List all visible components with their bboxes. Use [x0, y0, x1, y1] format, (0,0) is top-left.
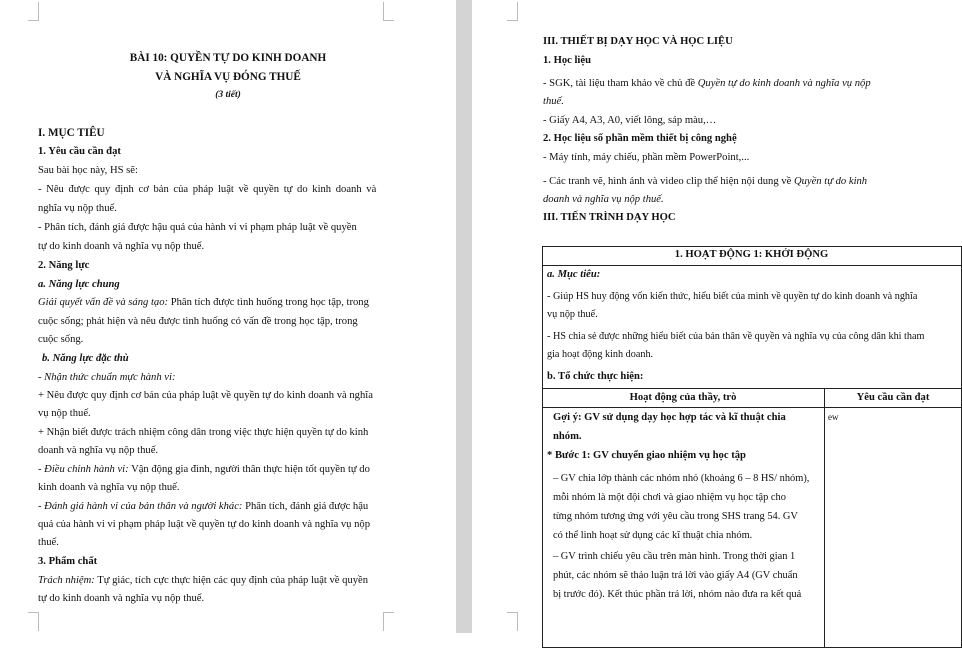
- text-line: [38, 574, 368, 588]
- italic-label: - Điều chỉnh hành vi:: [38, 464, 129, 475]
- text-run: - SGK, tài liệu tham khảo về chủ đề: [543, 78, 698, 89]
- text-line: - HS chia sẻ được những hiểu biết của bản thân về quyền và nghĩa vụ của công dân khi tham: [547, 331, 925, 342]
- page-gutter: [456, 0, 472, 633]
- text-line: - Nêu được quy định cơ bản của pháp luật về quyền tự do kinh doanh và: [38, 184, 377, 195]
- column-header-teacher: Hoạt động của thầy, trò: [629, 392, 737, 403]
- italic-run: Quyền tự do kinh: [793, 176, 868, 187]
- subsection-heading: 2. Năng lực: [38, 260, 90, 271]
- section-heading: I. MỤC TIÊU: [38, 127, 105, 139]
- table-column-divider: [824, 388, 825, 648]
- text-run: Phân tích được tình huống trong học tập, trong: [168, 297, 369, 308]
- document-page-1: [0, 0, 456, 633]
- lesson-title-line1: BÀI 10: QUYỀN TỰ DO KINH DOANH: [129, 52, 327, 64]
- text-line: nhóm.: [553, 431, 582, 442]
- text-line: thuế.: [543, 96, 564, 107]
- text-line: + Nhận biết được trách nhiệm công dân trong việc thực hiện quyền tự do kinh: [38, 427, 369, 438]
- text-line: nghĩa vụ nộp thuế.: [38, 203, 117, 214]
- crop-mark: [507, 612, 518, 631]
- table-label: a. Mục tiêu:: [547, 269, 601, 280]
- text-line: mỗi nhóm là một đội chơi và giao nhiệm vụ học tập cho: [553, 492, 786, 503]
- crop-mark: [383, 2, 394, 21]
- lesson-subtitle: (3 tiết): [215, 90, 241, 100]
- text-line: [543, 175, 867, 189]
- text-line: thuế.: [38, 537, 59, 548]
- text-line: – GV trình chiếu yêu cầu trên màn hình. Trong thời gian 1: [553, 551, 796, 562]
- text-line: - Giúp HS huy động vốn kiến thức, hiểu biết của mình về quyền tự do kinh doanh và nghĩa: [547, 291, 918, 302]
- subsection-heading: b. Năng lực đặc thù: [42, 353, 129, 364]
- text-line: vụ nộp thuế.: [38, 408, 91, 419]
- text-line: từng nhóm tương ứng với yêu cầu trong SHS trang 54. GV: [553, 511, 798, 522]
- italic-run: Quyền tự do kinh doanh và nghĩa vụ nộp: [697, 78, 871, 89]
- italic-label: Trách nhiệm:: [38, 575, 95, 586]
- column-header-requirement: Yêu cầu cần đạt: [856, 392, 930, 403]
- text-line: gia hoạt động kinh doanh.: [547, 349, 654, 360]
- text-line: Sau bài học này, HS sẽ:: [38, 165, 138, 176]
- text-line: cuộc sống.: [38, 334, 84, 345]
- text-line: + Nêu được quy định cơ bản của pháp luật về quyền tự do kinh doanh và nghĩa: [38, 390, 373, 401]
- text-line: bị trước đó). Kết thúc phần trả lời, nhóm nào đưa ra kết quả: [553, 589, 802, 600]
- table-header: 1. HOẠT ĐỘNG 1: KHỞI ĐỘNG: [674, 249, 829, 260]
- text-line: - Giấy A4, A3, A0, viết lông, sáp màu,…: [543, 115, 717, 126]
- text-line: - Phân tích, đánh giá được hậu quả của hành vi vi phạm pháp luật về quyền: [38, 222, 357, 233]
- subsection-heading: 1. Yêu cầu cần đạt: [38, 146, 121, 157]
- subsection-heading: a. Năng lực chung: [38, 279, 120, 290]
- text-line: tự do kinh doanh và nghĩa vụ nộp thuế.: [38, 241, 205, 252]
- text-line: doanh và nghĩa vụ nộp thuế.: [543, 194, 664, 205]
- text-line: doanh và nghĩa vụ nộp thuế.: [38, 445, 159, 456]
- text-line: [38, 296, 369, 310]
- text-line: phút, các nhóm sẽ thảo luận trả lời vào giấy A4 (GV chuẩn: [553, 570, 798, 581]
- text-line: [38, 463, 370, 477]
- crop-mark: [383, 612, 394, 631]
- subsection-heading: 3. Phẩm chất: [38, 556, 98, 567]
- subsection-heading: 2. Học liệu số phần mềm thiết bị công nghệ: [543, 133, 737, 144]
- table-rule: [542, 388, 961, 389]
- text-line: vụ nộp thuế.: [547, 309, 598, 320]
- italic-label: - Đánh giá hành vi của bản thân và người khác:: [38, 501, 243, 512]
- text-line: tự do kinh doanh và nghĩa vụ nộp thuế.: [38, 593, 205, 604]
- requirement-cell: ew: [828, 412, 839, 422]
- table-rule: [542, 265, 961, 266]
- text-line: - Nhận thức chuẩn mực hành vi:: [38, 372, 176, 383]
- text-line: cuộc sống; phát hiện và nêu được tình huống có vấn đề trong học tập, trong: [38, 316, 358, 327]
- crop-mark: [507, 2, 518, 21]
- text-run: Phân tích, đánh giá được hậu: [242, 501, 369, 512]
- section-heading: III. THIẾT BỊ DẠY HỌC VÀ HỌC LIỆU: [543, 36, 733, 47]
- italic-label: Giải quyết vấn đề và sáng tạo:: [38, 297, 169, 308]
- text-line: - Máy tính, máy chiếu, phần mềm PowerPoint,...: [543, 152, 750, 163]
- text-line: [543, 77, 871, 91]
- text-line: quả của hành vi vi phạm pháp luật về quyền tự do kinh doanh và nghĩa vụ nộp: [38, 519, 371, 530]
- lesson-title-line2: VÀ NGHĨA VỤ ĐÓNG THUẾ: [155, 71, 301, 83]
- text-line: – GV chia lớp thành các nhóm nhỏ (khoảng 6 – 8 HS/ nhóm),: [553, 473, 810, 484]
- crop-mark: [28, 612, 39, 631]
- subsection-heading: 1. Học liệu: [543, 55, 591, 66]
- text-line: [38, 500, 368, 514]
- step-heading: * Bước 1: GV chuyển giao nhiệm vụ học tập: [547, 450, 746, 461]
- text-run: Tự giác, tích cực thực hiện các quy định của pháp luật về quyền: [94, 575, 369, 586]
- table-rule: [542, 407, 961, 408]
- crop-mark: [28, 2, 39, 21]
- text-line: Gợi ý: GV sử dụng dạy học hợp tác và kĩ thuật chia: [553, 412, 786, 423]
- table-label: b. Tổ chức thực hiện:: [547, 371, 644, 382]
- text-run: Vận động gia đình, người thân thực hiện tốt quyền tự do: [128, 464, 370, 475]
- text-line: có thể linh hoạt sử dụng các kĩ thuật chia nhóm.: [553, 530, 753, 541]
- text-line: kinh doanh và nghĩa vụ nộp thuế.: [38, 482, 180, 493]
- text-run: - Các tranh vẽ, hình ảnh và video clip thể hiện nội dung về: [543, 176, 794, 187]
- section-heading: III. TIẾN TRÌNH DẠY HỌC: [543, 212, 676, 223]
